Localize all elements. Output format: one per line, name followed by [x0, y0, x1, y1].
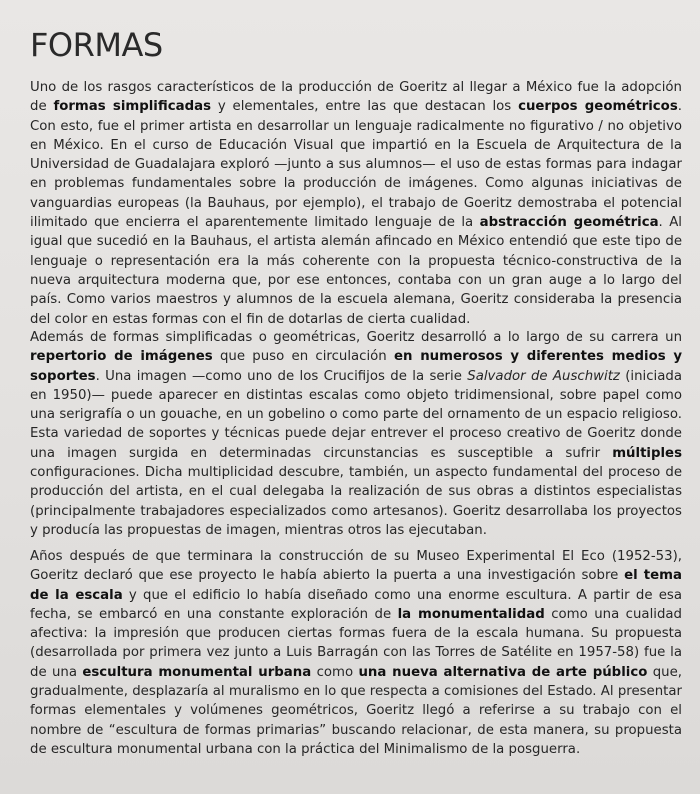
- body-text: que, gradualmente, desplazaría al muralismo en lo que respecta a comisiones del Estado. Al presentar formas elementales y volúmenes geométricos, Goeritz llegó a referirse a su trabajo con el nombre de “escultura de formas primarias” buscando relacionar, de esta manera, su propuesta de escultura monumental urbana con la práctica del Minimalismo de la posguerra.: [30, 664, 682, 757]
- page-title: FORMAS: [30, 26, 163, 64]
- emphasis-text: repertorio de imágenes: [30, 349, 213, 365]
- body-text: . Con esto, fue el primer artista en desarrollar un lenguaje radicalmente no figurativo / no objetivo en México. En el curso de Educación Visual que impartió en la Escuela de Arquitectura de la Universidad de Guadalajara exploró —junto a sus alumnos— el uso de estas formas para indagar en problemas fundamentales sobre la producción de imágenes. Como algunas iniciativas de vanguardias europeas (la Bauhaus, por ejemplo), el trabajo de Goeritz demostraba el potencial ilimitado que encierra el aparentemente limitado lenguaje de la: [30, 99, 682, 231]
- body-text: configuraciones. Dicha multiplicidad descubre, también, un aspecto fundamental del proceso de producción del artista, en el cual delegaba la realización de sus obras a distintos especialistas (principalmente trabajadores especializados como artesanos). Goeritz desarrollaba los proyectos y producía las propuestas de imagen, mientras otros las ejecutaban.: [30, 465, 682, 538]
- paragraph-3: [30, 547, 682, 759]
- paragraph-2: [30, 328, 682, 540]
- emphasis-text: múltiples: [612, 445, 682, 461]
- emphasis-text: una nueva alternativa de arte público: [358, 664, 648, 680]
- body-text: . Una imagen —como uno de los Crucifijos de la serie: [95, 368, 468, 384]
- body-text: . Al igual que sucedió en la Bauhaus, el artista alemán afincado en México entendió que este tipo de lenguaje o representación era la más coherente con la propuesta técnico-constructiva de la nueva arquitectura moderna que, por ese entonces, contaba con un gran auge a lo largo del país. Como varios maestros y alumnos de la escuela alemana, Goeritz consideraba la presencia del color en estas formas con el fin de dotarlas de cierta cualidad.: [30, 215, 682, 327]
- emphasis-text: el tema de la escala: [30, 568, 682, 603]
- body-text: Además de formas simplificadas o geométricas, Goeritz desarrolló a lo largo de su carrera un: [30, 330, 682, 345]
- emphasis-text: escultura monumental urbana: [82, 664, 312, 680]
- emphasis-text: abstracción geométrica: [479, 215, 659, 231]
- emphasis-text: en numerosos y diferentes medios y soportes: [30, 349, 682, 384]
- body-text: (iniciada en 1950)— puede aparecer en distintas escalas como objeto tridimensional, sobre papel como una serigrafía o un gouache, en un gobelino o como parte del ornamento de un espacio religioso. Esta variedad de soportes y técnicas puede dejar entrever el proceso creativo de Goeritz donde una imagen surgida en determinadas circunstancias es susceptible a sufrir: [30, 368, 682, 461]
- emphasis-text: cuerpos geométricos: [518, 99, 678, 115]
- paragraph-1: [30, 78, 682, 329]
- body-text: y que el edificio lo había diseñado como una enorme escultura. A partir de esa fecha, se embarcó en una constante exploración de: [30, 587, 682, 622]
- emphasis-text: formas simplificadas: [53, 99, 211, 115]
- emphasis-text: la monumentalidad: [397, 606, 545, 622]
- body-text: Años después de que terminara la construcción de su Museo Experimental El Eco (1952-53), Goeritz declaró que ese proyecto le había abierto la puerta a una investigación sobre: [30, 549, 682, 584]
- body-text: como: [311, 664, 359, 680]
- body-text: Uno de los rasgos característicos de la producción de Goeritz al llegar a México fue la adopción de: [30, 80, 682, 115]
- body-text: como una cualidad afectiva: la impresión que producen ciertas formas fuera de la escala humana. Su propuesta (desarrollada por primera vez junto a Luis Barragán con las Torres de Satélite en 1957-58) fue la de una: [30, 606, 682, 680]
- body-text: y elementales, entre las que destacan los: [210, 99, 519, 115]
- italic-title: Salvador de Auschwitz: [467, 368, 620, 384]
- body-text: que puso en circulación: [212, 349, 395, 365]
